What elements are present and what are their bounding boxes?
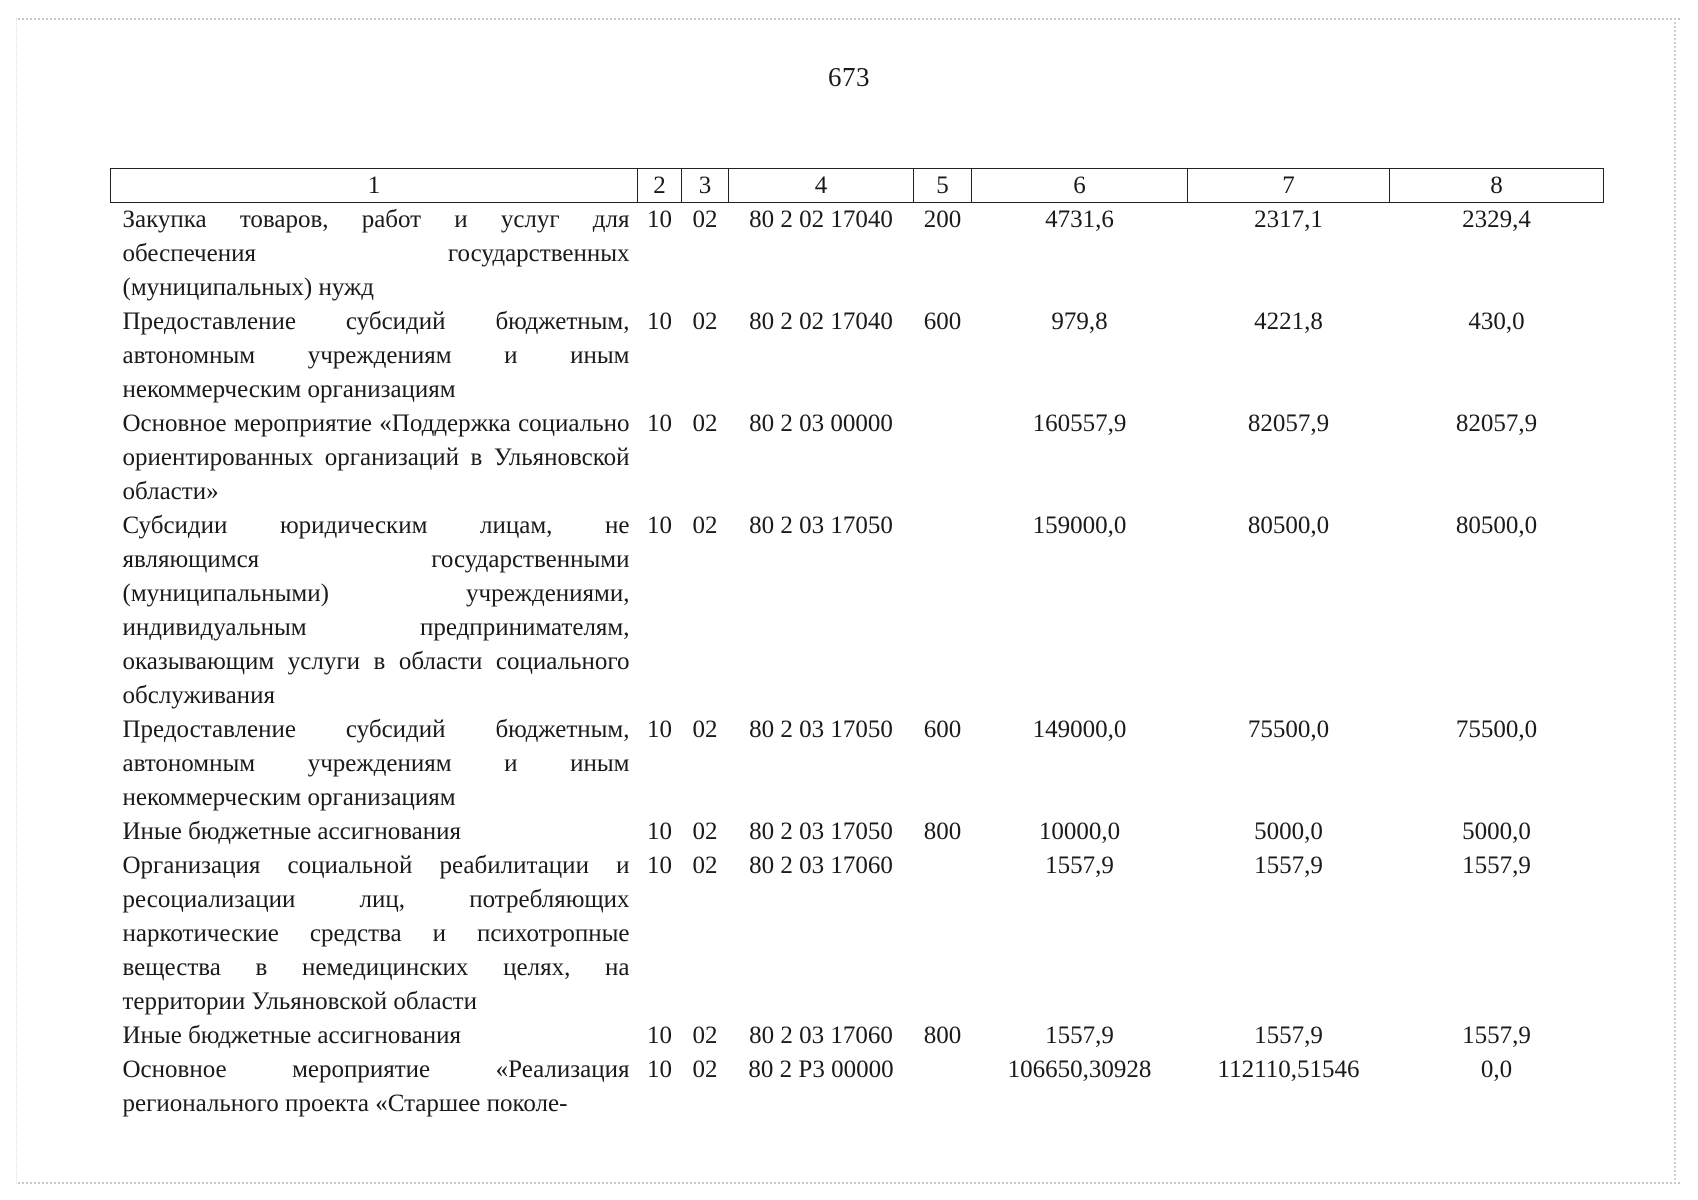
row-expense-type: 800 xyxy=(923,1022,962,1049)
scan-edge-top xyxy=(18,18,1680,20)
row-expense-type xyxy=(914,407,972,509)
scan-edge-right xyxy=(1674,18,1676,1184)
row-amount-6: 106650,30928 xyxy=(1007,1056,1152,1083)
row-expense-type: 600 xyxy=(923,716,962,743)
row-section: 10 xyxy=(647,308,672,335)
row-expense-type: 800 xyxy=(923,818,962,845)
row-amount-6: 149000,0 xyxy=(1032,716,1127,743)
row-subsection: 02 xyxy=(692,1022,718,1049)
row-section: 10 xyxy=(647,852,672,879)
row-section: 10 xyxy=(647,818,672,845)
row-subsection: 02 xyxy=(692,716,718,743)
row-subsection: 02 xyxy=(692,206,718,233)
budget-table xyxy=(110,168,1604,1121)
row-section: 10 xyxy=(647,206,672,233)
row-description: Предоставление субсидий бюджетным, автономным учреждениям и иным некоммерческим организациям xyxy=(122,716,630,811)
row-expense-type xyxy=(914,849,972,1019)
row-amount-6: 160557,9 xyxy=(1032,410,1127,437)
row-subsection: 02 xyxy=(692,818,718,845)
column-header-7: 7 xyxy=(1188,169,1390,203)
row-description: Предоставление субсидий бюджетным, автономным учреждениям и иным некоммерческим организациям xyxy=(122,308,630,403)
row-description: Основное мероприятие «Поддержка социально ориентированных организаций в Ульяновской области» xyxy=(122,410,630,505)
row-amount-8: 430,0 xyxy=(1468,308,1525,335)
row-section: 10 xyxy=(647,1056,672,1083)
table-row xyxy=(111,1053,1604,1121)
row-target-article: 80 2 03 17060 xyxy=(749,1022,893,1049)
row-description: Субсидии юридическим лицам, не являющимся государственными (муниципальными) учреждениями, индивидуальным предпринимателям, оказывающим услуги в области социального обслуживания xyxy=(122,512,630,709)
row-amount-7: 80500,0 xyxy=(1247,512,1330,539)
table-row xyxy=(111,407,1604,509)
row-target-article: 80 2 02 17040 xyxy=(749,308,893,335)
row-amount-8: 2329,4 xyxy=(1462,206,1531,233)
row-amount-7: 4221,8 xyxy=(1254,308,1323,335)
row-expense-type xyxy=(914,1053,972,1121)
row-target-article: 80 2 03 17050 xyxy=(749,512,893,539)
page-number: 673 xyxy=(828,62,870,92)
row-amount-8: 82057,9 xyxy=(1455,410,1538,437)
column-header-3: 3 xyxy=(682,169,729,203)
row-section: 10 xyxy=(647,410,672,437)
row-amount-7: 1557,9 xyxy=(1254,852,1323,879)
column-header-4: 4 xyxy=(729,169,914,203)
row-amount-8: 1557,9 xyxy=(1462,1022,1531,1049)
scan-edge-bottom xyxy=(18,1182,1680,1184)
row-amount-8: 75500,0 xyxy=(1455,716,1538,743)
column-header-6: 6 xyxy=(972,169,1188,203)
row-target-article: 80 2 P3 00000 xyxy=(748,1056,894,1083)
row-expense-type xyxy=(914,509,972,713)
table-row xyxy=(111,815,1604,849)
column-header-8: 8 xyxy=(1390,169,1604,203)
table-row xyxy=(111,203,1604,306)
row-target-article: 80 2 03 17050 xyxy=(749,818,893,845)
row-expense-type: 200 xyxy=(923,206,962,233)
row-description: Иные бюджетные ассигнования xyxy=(122,818,462,845)
row-amount-7: 5000,0 xyxy=(1254,818,1323,845)
row-amount-6: 1557,9 xyxy=(1045,1022,1114,1049)
row-expense-type: 600 xyxy=(923,308,962,335)
row-amount-7: 1557,9 xyxy=(1254,1022,1323,1049)
table-row xyxy=(111,713,1604,815)
row-amount-8: 80500,0 xyxy=(1455,512,1538,539)
row-description: Иные бюджетные ассигнования xyxy=(122,1022,462,1049)
row-amount-6: 1557,9 xyxy=(1045,852,1114,879)
row-target-article: 80 2 03 17060 xyxy=(749,852,893,879)
table-row xyxy=(111,305,1604,407)
row-subsection: 02 xyxy=(692,1056,718,1083)
column-header-2: 2 xyxy=(638,169,682,203)
row-amount-7: 82057,9 xyxy=(1247,410,1330,437)
row-amount-8: 0,0 xyxy=(1480,1056,1513,1083)
row-description: Организация социальной реабилитации и ресоциализации лиц, потребляющих наркотические средства и психотропные вещества в немедицинских целях, на территории Ульяновской области xyxy=(122,852,630,1015)
row-amount-8: 5000,0 xyxy=(1462,818,1531,845)
table-header-row xyxy=(111,169,1604,203)
row-amount-7: 75500,0 xyxy=(1247,716,1330,743)
row-target-article: 80 2 02 17040 xyxy=(749,206,893,233)
row-subsection: 02 xyxy=(692,308,718,335)
table-row xyxy=(111,849,1604,1019)
row-amount-6: 4731,6 xyxy=(1045,206,1114,233)
row-amount-7: 2317,1 xyxy=(1254,206,1323,233)
table-row xyxy=(111,1019,1604,1053)
row-target-article: 80 2 03 17050 xyxy=(749,716,893,743)
table-row xyxy=(111,509,1604,713)
row-section: 10 xyxy=(647,1022,672,1049)
row-description: Основное мероприятие «Реализация регионального проекта «Старшее поколе- xyxy=(122,1056,630,1117)
column-header-1: 1 xyxy=(111,169,638,203)
row-description: Закупка товаров, работ и услуг для обеспечения государственных (муниципальных) нужд xyxy=(122,206,630,301)
scan-edge-left xyxy=(16,18,17,1184)
row-section: 10 xyxy=(647,512,672,539)
row-amount-6: 979,8 xyxy=(1051,308,1108,335)
row-section: 10 xyxy=(647,716,672,743)
row-amount-8: 1557,9 xyxy=(1462,852,1531,879)
row-subsection: 02 xyxy=(692,512,718,539)
row-amount-6: 10000,0 xyxy=(1038,818,1121,845)
row-amount-6: 159000,0 xyxy=(1032,512,1127,539)
row-subsection: 02 xyxy=(692,852,718,879)
row-amount-7: 112110,51546 xyxy=(1217,1056,1360,1083)
row-subsection: 02 xyxy=(692,410,718,437)
column-header-5: 5 xyxy=(914,169,972,203)
row-target-article: 80 2 03 00000 xyxy=(749,410,893,437)
